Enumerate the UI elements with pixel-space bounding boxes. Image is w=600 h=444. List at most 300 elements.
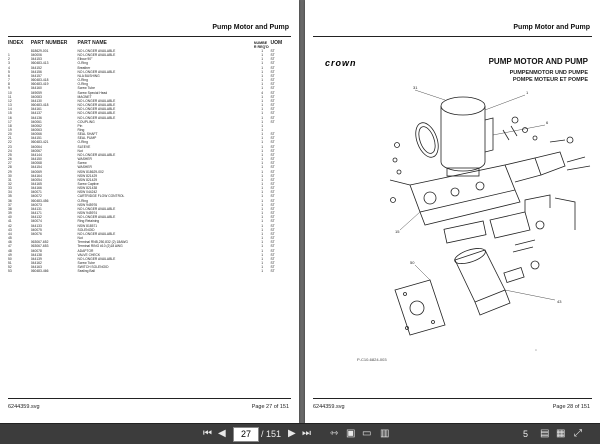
- row-part-name: NSW 821429: [77, 177, 98, 182]
- row-part-name: NSW 945974: [77, 211, 98, 216]
- row-number-reqd: 1: [261, 127, 264, 132]
- row-part-name: SOLENOID: [77, 227, 95, 232]
- row-uom: ST: [270, 98, 275, 103]
- row-part-number: 040071: [30, 190, 42, 195]
- row-index: 50: [8, 256, 12, 261]
- row-part-number: 044138: [30, 252, 42, 257]
- row-part-name: NO LONGER AVAILABLE: [77, 206, 116, 211]
- row-part-name: COUPLING: [77, 119, 95, 124]
- row-part-number: 060483-456: [30, 198, 49, 203]
- row-part-number: 044161: [30, 107, 42, 112]
- row-index: 17: [8, 119, 12, 124]
- row-uom: ST: [270, 57, 275, 62]
- footer-page-number: Page 27 of 151: [251, 404, 289, 410]
- motor-body: [441, 97, 493, 176]
- page-header: Pump Motor and Pump: [513, 24, 590, 31]
- row-uom: ST: [270, 107, 275, 112]
- row-uom: ST: [270, 165, 275, 170]
- row-index: 13: [8, 103, 12, 108]
- row-part-number: 060483-466: [30, 269, 49, 274]
- col-part-name: PART NAME: [77, 40, 107, 46]
- row-part-number: 040073: [30, 202, 42, 207]
- row-uom: ST: [270, 244, 275, 249]
- row-uom: ST: [270, 90, 275, 95]
- row-part-number: 044150: [30, 157, 42, 162]
- diagram-title-french: POMPE MOTEUR ET POMPE: [512, 77, 588, 83]
- row-index: 5: [8, 69, 10, 74]
- row-uom: ST: [270, 223, 275, 228]
- row-part-name: Terminal RING #10 (2)18 AWG: [77, 244, 123, 249]
- row-number-reqd: 1: [261, 169, 264, 174]
- row-uom: ST: [270, 111, 275, 116]
- row-uom: ST: [270, 161, 275, 166]
- row-index: 18: [8, 123, 12, 128]
- row-part-name: Ring Retaining: [77, 219, 100, 224]
- row-part-number: 040067: [30, 148, 42, 153]
- row-number-reqd: 1: [261, 78, 264, 83]
- row-part-number: 044133: [30, 223, 42, 228]
- row-part-name: CARTRIDGE FLOW CONTROL: [77, 194, 125, 199]
- svg-text:31: 31: [413, 85, 418, 90]
- svg-text:50: 50: [410, 260, 415, 265]
- row-uom: ST: [270, 269, 275, 274]
- row-part-number: 040062: [30, 123, 42, 128]
- row-number-reqd: 1: [261, 157, 264, 162]
- row-uom: ST: [270, 132, 275, 137]
- row-number-reqd: 1: [261, 53, 264, 58]
- row-part-name: NSW 821429: [77, 173, 98, 178]
- print-icon[interactable]: ▤: [540, 428, 550, 439]
- row-number-reqd: 1: [261, 132, 264, 137]
- row-uom: ST: [270, 173, 275, 178]
- row-index: 51: [8, 260, 12, 265]
- row-part-number: 060483-418: [30, 78, 49, 83]
- row-index: 44: [8, 231, 12, 236]
- row-part-name: O-Ring: [77, 140, 88, 145]
- page-28: [305, 0, 600, 423]
- row-index: 20: [8, 132, 12, 137]
- next-page-icon[interactable]: ▶: [288, 428, 296, 439]
- row-part-number: 040064: [30, 144, 42, 149]
- row-number-reqd: 1: [261, 144, 264, 149]
- row-uom: ST: [270, 94, 275, 99]
- row-part-number: 060483-413: [30, 61, 49, 66]
- svg-text:43: 43: [557, 299, 562, 304]
- row-uom: ST: [270, 186, 275, 191]
- row-part-name: NSW 821438: [77, 186, 98, 191]
- row-part-name: NSW 818629-002: [77, 169, 104, 174]
- total-pages: / 151: [261, 429, 282, 439]
- row-number-reqd: 1: [261, 82, 264, 87]
- row-part-number: 044165: [30, 182, 42, 186]
- row-part-number: 040075: [30, 227, 42, 232]
- row-uom: ST: [270, 152, 275, 157]
- row-uom: ST: [270, 119, 275, 124]
- row-part-name: NO LONGER AVAILABLE: [77, 53, 116, 58]
- row-index: 10: [8, 90, 12, 95]
- row-index: 33: [8, 186, 12, 191]
- row-index: 9: [8, 86, 10, 91]
- row-uom: ST: [270, 69, 275, 74]
- row-uom: ST: [270, 240, 275, 245]
- toolbar-right-value: 5: [523, 429, 529, 439]
- row-index: 15: [8, 111, 12, 116]
- row-uom: ST: [270, 190, 275, 195]
- row-index: 48: [8, 248, 12, 253]
- solenoid-assembly: [453, 240, 539, 315]
- row-index: 40: [8, 215, 12, 220]
- row-part-number: 063067-652: [30, 240, 49, 245]
- row-index: 7: [8, 78, 10, 83]
- row-number-reqd: 1: [261, 269, 264, 274]
- row-uom: ST: [270, 211, 275, 216]
- row-part-number: 040072: [30, 194, 42, 199]
- row-index: 35: [8, 194, 12, 199]
- row-number-reqd: 1: [261, 103, 264, 108]
- row-part-number: 044132: [30, 215, 42, 220]
- row-part-number: 044137: [30, 111, 42, 116]
- footer-page-number: Page 28 of 151: [552, 404, 590, 410]
- row-number-reqd: 1: [261, 107, 264, 112]
- svg-text:1: 1: [526, 90, 529, 95]
- row-part-name: Pin: [77, 123, 83, 128]
- row-index: 6: [8, 73, 10, 78]
- row-part-number: 040076: [30, 231, 42, 236]
- row-part-number: 063067-653: [30, 244, 49, 249]
- row-part-name: NO LONGER AVAILABLE: [77, 115, 116, 120]
- row-part-name: SEAL PUMP: [77, 136, 97, 141]
- row-uom: ST: [270, 49, 275, 53]
- row-number-reqd: 4: [261, 90, 264, 95]
- row-number-reqd: 1: [261, 206, 264, 211]
- col-uom: UOM: [270, 40, 283, 46]
- grid-view-icon[interactable]: ▦: [556, 428, 566, 439]
- row-part-name: Screw Captive: [77, 182, 99, 186]
- row-number-reqd: 1: [261, 265, 264, 270]
- row-number-reqd: 1: [261, 186, 264, 191]
- row-part-name: O-Ring: [77, 61, 88, 66]
- row-uom: ST: [270, 177, 275, 182]
- footer-filename: 6244359.svg: [8, 404, 40, 410]
- row-part-number: 040063: [30, 127, 42, 132]
- row-index: 27: [8, 161, 12, 166]
- row-part-number: 044151: [30, 136, 42, 141]
- row-index: 42: [8, 223, 12, 228]
- row-index: 49: [8, 252, 12, 257]
- row-uom: ST: [270, 248, 275, 253]
- callout-labels: [395, 85, 562, 304]
- row-number-reqd: 1: [261, 227, 264, 232]
- row-index: 23: [8, 144, 12, 149]
- last-page-icon[interactable]: ⏭: [302, 428, 311, 439]
- row-part-number: 044136: [30, 115, 42, 120]
- row-index: 53: [8, 269, 12, 274]
- row-number-reqd: 1: [261, 215, 264, 220]
- row-uom: ST: [270, 65, 275, 70]
- row-number-reqd: 1: [261, 211, 264, 216]
- row-index: 36: [8, 198, 12, 203]
- row-number-reqd: 1: [261, 256, 264, 261]
- diagram-title-german: PUMPENMOTOR UND PUMPE: [509, 70, 588, 76]
- svg-text:6: 6: [546, 120, 549, 125]
- row-part-name: NO LONGER AVAILABLE: [77, 215, 116, 220]
- row-part-number: 040006: [30, 53, 42, 58]
- row-index: 30: [8, 173, 12, 178]
- row-number-reqd: 1: [261, 140, 264, 145]
- row-index: 32: [8, 182, 12, 186]
- row-uom: ST: [270, 78, 275, 83]
- row-uom: ST: [270, 53, 275, 58]
- row-index: 16: [8, 115, 12, 120]
- row-part-number: 044171: [30, 211, 42, 216]
- fit-page-icon[interactable]: ▣: [346, 428, 356, 439]
- row-part-name: NO LONGER AVAILABLE: [77, 256, 116, 261]
- row-number-reqd: 1: [261, 65, 264, 70]
- row-index: 4: [8, 65, 10, 70]
- row-number-reqd: 1: [261, 198, 264, 203]
- table-row: [8, 269, 283, 273]
- row-uom: ST: [270, 169, 275, 174]
- row-part-name: Terminal RNB,250,832 (2) 18AWG: [77, 240, 128, 245]
- row-number-reqd: 1: [261, 248, 264, 253]
- row-part-number: 040068: [30, 161, 42, 166]
- row-part-name: Nut: [77, 236, 83, 241]
- row-number-reqd: 1: [261, 202, 264, 207]
- row-index: 3: [8, 61, 10, 66]
- parts-table: [8, 41, 283, 273]
- row-part-number: 044130: [30, 98, 42, 103]
- row-uom: ST: [270, 265, 275, 270]
- row-number-reqd: 1: [261, 236, 264, 241]
- row-part-name: NO LONGER AVAILABLE: [77, 152, 116, 157]
- row-part-number: 044163: [30, 265, 42, 270]
- header-rule: [313, 36, 592, 37]
- row-uom: ST: [270, 82, 275, 87]
- row-part-name: NSW 945976: [77, 202, 98, 207]
- row-index: 8: [8, 82, 10, 87]
- footer-rule: [313, 398, 592, 399]
- row-index: 2: [8, 57, 10, 62]
- row-index: 39: [8, 211, 12, 216]
- row-part-name: NO LONGER AVAILABLE: [77, 107, 116, 112]
- row-part-number: 040054: [30, 177, 42, 182]
- row-part-name: Screw Special Head: [77, 90, 108, 95]
- row-part-number: 044139: [30, 256, 42, 261]
- row-part-number: 044152: [30, 65, 42, 70]
- row-uom: ST: [270, 157, 275, 162]
- row-number-reqd: 1: [261, 219, 264, 224]
- row-part-name: Elbow 90°: [77, 57, 93, 62]
- row-uom: ST: [270, 231, 275, 236]
- row-number-reqd: 1: [261, 136, 264, 141]
- row-part-name: Breather: [77, 65, 91, 70]
- crown-logo-mark: [325, 58, 365, 68]
- row-part-name: Screw Tube: [77, 260, 95, 265]
- row-index: 1: [8, 53, 10, 58]
- row-number-reqd: 1: [261, 240, 264, 245]
- row-part-number: 044162: [30, 260, 42, 265]
- first-page-icon[interactable]: ⏮: [203, 428, 212, 439]
- single-page-icon[interactable]: ▭: [362, 428, 372, 439]
- col-part-number: PART NUMBER: [30, 40, 68, 46]
- row-number-reqd: 1: [261, 190, 264, 195]
- row-part-number: 040061: [30, 119, 42, 124]
- row-number-reqd: 1: [261, 148, 264, 153]
- row-number-reqd: 1: [261, 57, 264, 62]
- row-number-reqd: 1: [261, 69, 264, 74]
- row-part-number: 049059: [30, 90, 42, 95]
- row-uom: ST: [270, 227, 275, 232]
- row-uom: ST: [270, 103, 275, 108]
- row-number-reqd: 1: [261, 231, 264, 236]
- row-part-number: 044157: [30, 73, 42, 78]
- row-part-name: O-Ring: [77, 82, 88, 87]
- row-part-name: NO LONGER AVAILABLE: [77, 49, 116, 53]
- row-uom: ST: [270, 140, 275, 145]
- row-index: 38: [8, 206, 12, 211]
- row-part-name: SEAL SHAFT: [77, 132, 98, 137]
- diagram-title: PUMP MOTOR AND PUMP: [488, 57, 588, 66]
- row-uom: ST: [270, 61, 275, 66]
- pump-assembly: [410, 152, 590, 225]
- row-index: 28: [8, 165, 12, 170]
- row-part-name: Ring: [77, 127, 85, 132]
- row-uom: ST: [270, 236, 275, 241]
- row-part-name: NO LONGER AVAILABLE: [77, 98, 116, 103]
- row-uom: ST: [270, 198, 275, 203]
- row-part-number: 044153: [30, 57, 42, 62]
- row-number-reqd: 1: [261, 111, 264, 116]
- row-index: 43: [8, 227, 12, 232]
- row-index: 21: [8, 136, 12, 141]
- row-number-reqd: 1: [261, 152, 264, 157]
- row-number-reqd: 1: [261, 173, 264, 178]
- row-number-reqd: 1: [261, 49, 264, 53]
- row-number-reqd: 1: [261, 73, 264, 78]
- row-number-reqd: 1: [261, 115, 264, 120]
- row-part-number: 060483-419: [30, 82, 49, 87]
- row-number-reqd: 1: [261, 98, 264, 103]
- mounting-plate: [395, 280, 445, 335]
- row-number-reqd: 1: [261, 161, 264, 166]
- row-index: 24: [8, 148, 12, 153]
- row-number-reqd: 1: [261, 61, 264, 66]
- col-number-reqd: NUMBE R REQ'D: [253, 41, 269, 49]
- row-part-name: NO LONGER AVAILABLE: [77, 69, 116, 74]
- page-number-input[interactable]: 27: [233, 427, 259, 442]
- row-number-reqd: 1: [261, 252, 264, 257]
- row-number-reqd: 1: [261, 194, 264, 199]
- fittings-left: [390, 143, 410, 203]
- footer-filename: 6244359.svg: [313, 404, 345, 410]
- row-number-reqd: 1: [261, 165, 264, 170]
- parts-table-body: [8, 49, 283, 273]
- row-index: 45: [8, 236, 12, 241]
- row-uom: ST: [270, 202, 275, 207]
- row-number-reqd: 1: [261, 94, 264, 99]
- viewer-toolbar: [0, 423, 600, 444]
- row-part-name: MAGNET: [77, 94, 92, 99]
- two-page-icon[interactable]: ▥: [380, 428, 390, 439]
- row-part-name: NO LONGER AVAILABLE: [77, 103, 116, 108]
- row-part-name: Sealing Ball: [77, 269, 95, 274]
- row-index: 12: [8, 98, 12, 103]
- row-part-number: 040066: [30, 132, 42, 137]
- row-index: 34: [8, 190, 12, 195]
- row-part-number: 044154: [30, 165, 42, 170]
- row-part-name: SLEEVE: [77, 144, 91, 149]
- row-part-name: WASHER: [77, 165, 92, 170]
- row-part-number: 040069: [30, 169, 42, 174]
- row-part-number: 818629-001: [30, 49, 49, 53]
- leader-lines: [400, 90, 555, 300]
- row-index: 29: [8, 169, 12, 174]
- row-part-number: 044160: [30, 86, 42, 91]
- gasket-ring: [411, 120, 442, 161]
- row-index: 31: [8, 177, 12, 182]
- fittings-upper: [503, 117, 573, 143]
- row-part-name: ADAPTOR: [77, 248, 94, 253]
- row-uom: ST: [270, 194, 275, 199]
- row-uom: ST: [270, 182, 275, 186]
- crown-logo-text: crown: [325, 58, 357, 68]
- diagram-small-label: □: [535, 348, 537, 352]
- row-uom: ST: [270, 260, 275, 265]
- row-part-name: Nut: [77, 148, 83, 153]
- row-index: 11: [8, 94, 12, 99]
- fit-width-icon[interactable]: ⇿: [330, 428, 339, 439]
- page-27: [0, 0, 299, 423]
- row-number-reqd: 1: [261, 86, 264, 91]
- row-part-name: O-Ring: [77, 198, 88, 203]
- row-part-name: NSW 044242: [77, 190, 98, 195]
- row-part-name: Screw Tube: [77, 86, 95, 91]
- row-index: 52: [8, 265, 12, 270]
- row-number-reqd: 1: [261, 119, 264, 124]
- row-index: 14: [8, 107, 12, 112]
- row-number-reqd: 1: [261, 123, 264, 128]
- row-uom: ST: [270, 73, 275, 78]
- row-uom: ST: [270, 206, 275, 211]
- svg-text:15: 15: [395, 229, 400, 234]
- row-part-number: 040078: [30, 248, 42, 253]
- row-part-number: 044156: [30, 69, 42, 74]
- row-index: 22: [8, 140, 12, 145]
- row-index: 47: [8, 244, 12, 249]
- row-uom: ST: [270, 115, 275, 120]
- row-part-number: 040074: [30, 219, 42, 224]
- col-index: INDEX: [8, 40, 24, 46]
- page-header: Pump Motor and Pump: [212, 24, 289, 31]
- row-part-name: NSW 818571: [77, 223, 98, 228]
- exploded-parts-diagram: [385, 80, 600, 355]
- row-uom: ST: [270, 86, 275, 91]
- row-uom: ST: [270, 219, 275, 224]
- row-part-number: 040083: [30, 94, 42, 99]
- row-uom: ST: [270, 148, 275, 153]
- row-index: 46: [8, 240, 12, 245]
- previous-page-icon[interactable]: ◀: [218, 428, 226, 439]
- row-part-name: Screw: [77, 161, 87, 166]
- row-index: 41: [8, 219, 12, 224]
- row-uom: ST: [270, 144, 275, 149]
- row-uom: ST: [270, 252, 275, 257]
- row-index: 26: [8, 157, 12, 162]
- row-number-reqd: 1: [261, 244, 264, 249]
- crown-logo: [325, 58, 365, 70]
- row-part-name: WASHER: [77, 157, 92, 162]
- fullscreen-icon[interactable]: ⤢: [574, 428, 582, 439]
